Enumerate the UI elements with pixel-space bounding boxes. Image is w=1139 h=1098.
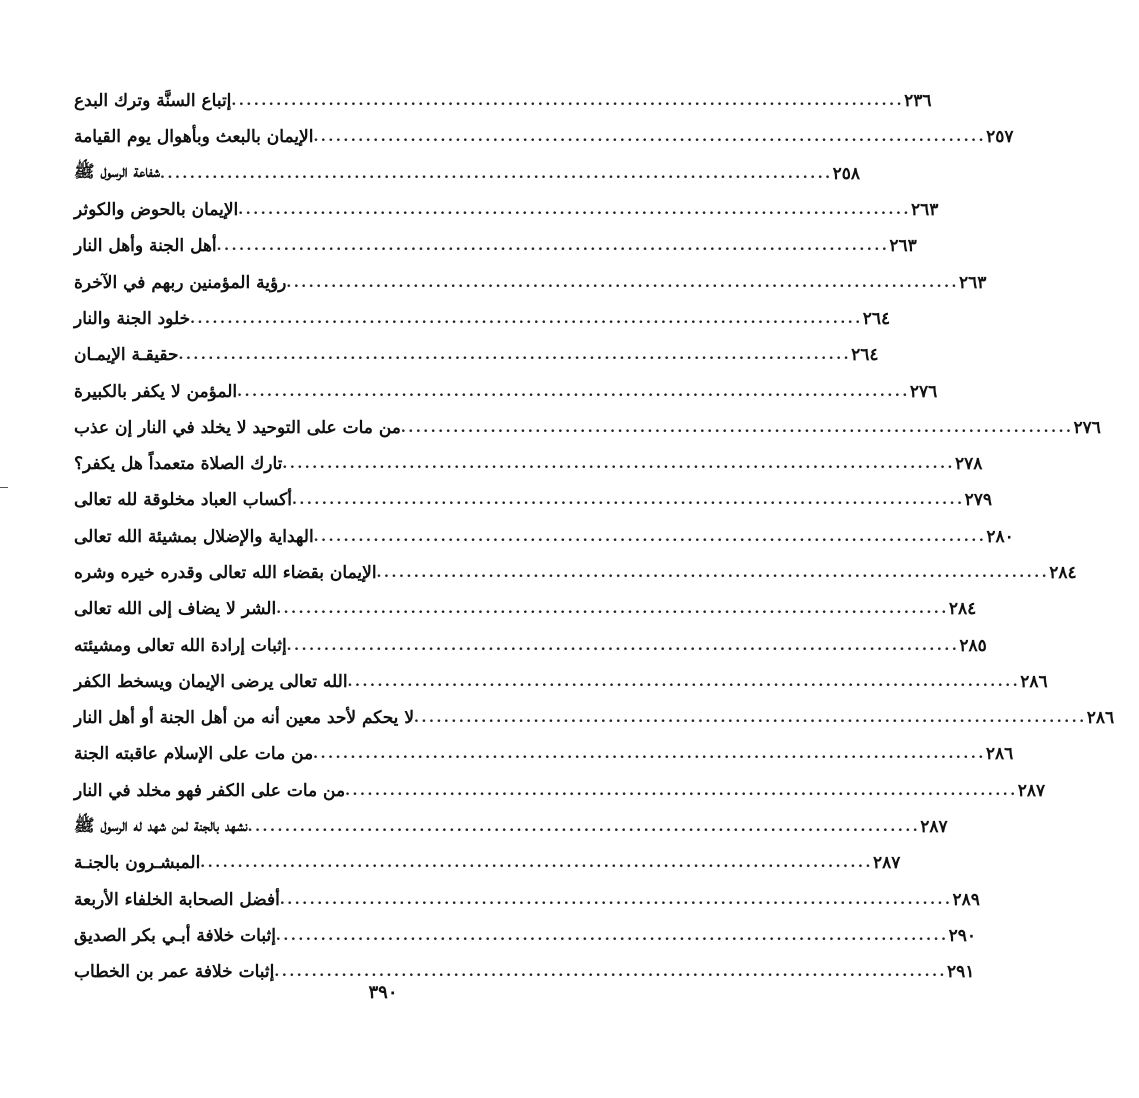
toc-dot-leader: .......................................................................................... <box>345 782 1018 799</box>
toc-entry-page-number: ٢٥٧ <box>986 127 1014 148</box>
toc-entry <box>66 264 987 300</box>
toc-entry-page-number: ٢٦٣ <box>959 272 987 293</box>
toc-entry-title: تارك الصلاة متعمداً هل يكفر؟ <box>74 454 283 475</box>
toc-entry <box>66 700 1115 736</box>
toc-entry <box>66 228 917 264</box>
toc-entry-page-number: ٢٩٠ <box>948 925 976 946</box>
toc-entry-page-number: ٢٨٠ <box>986 526 1014 547</box>
toc-entry <box>66 918 976 954</box>
toc-entry-page-number: ٢٨٦ <box>985 744 1014 765</box>
toc-entry <box>66 773 1046 809</box>
toc-entry <box>66 809 948 845</box>
toc-entry-title: المبشـرون بالجنـة <box>74 853 201 874</box>
toc-entry-title: خلود الجنة والنار <box>74 308 191 329</box>
toc-entry-page-number: ٢٧٩ <box>964 490 993 511</box>
toc-entry <box>66 156 861 192</box>
margin-tick <box>0 487 8 488</box>
toc-entry-title: أفضل الصحابة الخلفاء الأربعة <box>74 889 280 910</box>
toc-dot-leader: .......................................................................................... <box>276 601 949 618</box>
toc-dot-leader: .......................................................................................... <box>178 347 852 364</box>
toc-entry-page-number: ٢٦٣ <box>889 236 917 257</box>
toc-dot-leader: .......................................................................................... <box>279 891 953 908</box>
toc-dot-leader: .......................................................................................... <box>286 637 960 654</box>
toc-dot-leader: .......................................................................................... <box>291 492 965 509</box>
toc-entry-page-number: ٢٥٨ <box>832 163 861 184</box>
toc-entry <box>66 664 1048 700</box>
toc-entry-page-number: ٢٨٧ <box>872 853 901 874</box>
toc-entry-title: من مات على الإسلام عاقبته الجنة <box>74 744 314 765</box>
toc-entry-title: من مات على التوحيد لا يخلد في النار إن عذب <box>74 417 401 438</box>
toc-entry-title: الشر لا يضاف إلى الله تعالى <box>74 599 277 620</box>
toc-dot-leader: .......................................................................................... <box>231 93 905 110</box>
toc-entry <box>66 555 1077 591</box>
toc-dot-leader: .......................................................................................... <box>247 819 921 836</box>
toc-entry <box>66 410 1101 446</box>
toc-entry-title: إثبات إرادة الله تعالى ومشيئته <box>74 635 287 656</box>
toc-dot-leader: .......................................................................................... <box>313 129 987 146</box>
toc-entry <box>66 519 1014 555</box>
toc-entry-page-number: ٢٨٩ <box>952 889 980 910</box>
toc-entry-page-number: ٢٨٥ <box>959 635 987 656</box>
toc-entry-title: إتباع السنَّة وترك البدع <box>74 91 232 112</box>
toc-entry <box>66 83 932 119</box>
toc-entry-page-number: ٢٩١ <box>947 962 975 983</box>
toc-entry-title: شفاعة الرسول ﷺ <box>74 162 160 183</box>
table-of-contents <box>66 83 1115 990</box>
toc-entry <box>66 301 891 337</box>
toc-entry <box>66 627 987 663</box>
toc-dot-leader: .......................................................................................... <box>238 202 911 219</box>
toc-entry-title: الله تعالى يرضى الإيمان ويسخط الكفر <box>74 671 348 692</box>
toc-entry-page-number: ٢٨٤ <box>1049 563 1077 583</box>
toc-entry-page-number: ٢٨٤ <box>948 599 977 620</box>
toc-entry-title: الإيمان بقضاء الله تعالى وقدره خيره وشره <box>74 563 377 583</box>
toc-entry-page-number: ٢٣٦ <box>904 91 932 112</box>
toc-entry <box>66 446 983 482</box>
toc-dot-leader: .......................................................................................... <box>376 565 1050 581</box>
toc-entry-title: من مات على الكفر فهو مخلد في النار <box>74 780 346 801</box>
toc-entry-title: المؤمن لا يكفر بالكبيرة <box>74 381 238 402</box>
toc-entry-title: لا يحكم لأحد معين أنه من أهل الجنة أو أهل النار <box>74 708 415 729</box>
toc-entry-title: أكساب العباد مخلوقة لله تعالى <box>74 490 292 511</box>
toc-entry <box>66 882 980 918</box>
toc-dot-leader: .......................................................................................... <box>200 855 873 872</box>
toc-entry <box>66 845 901 881</box>
toc-entry-title: الهداية والإضلال بمشيئة الله تعالى <box>74 526 314 547</box>
toc-dot-leader: .......................................................................................... <box>160 165 833 182</box>
toc-dot-leader: .......................................................................................... <box>237 383 910 400</box>
toc-entry-title: إثبات خلافة أبـي بكر الصديق <box>74 925 276 946</box>
toc-dot-leader: .......................................................................................... <box>190 310 863 327</box>
toc-dot-leader: .......................................................................................... <box>274 964 948 981</box>
toc-entry-page-number: ٢٨٦ <box>1020 671 1048 692</box>
toc-entry <box>66 373 938 409</box>
toc-dot-leader: .......................................................................................... <box>400 419 1074 436</box>
toc-entry-title: أهل الجنة وأهل النار <box>74 236 217 257</box>
toc-dot-leader: .......................................................................................... <box>286 274 960 291</box>
toc-dot-leader: .......................................................................................... <box>216 238 890 255</box>
toc-entry-title: حقيقـة الإيمـان <box>74 345 179 366</box>
toc-dot-leader: .......................................................................................... <box>313 528 987 545</box>
toc-entry-title: إثبات خلافة عمر بن الخطاب <box>74 962 275 983</box>
toc-entry-page-number: ٢٦٣ <box>910 200 939 221</box>
toc-entry <box>66 119 1014 155</box>
toc-entry-page-number: ٢٨٦ <box>1086 708 1115 729</box>
toc-entry-page-number: ٢٨٧ <box>920 817 948 838</box>
toc-entry <box>66 337 879 373</box>
toc-dot-leader: .......................................................................................... <box>313 746 986 763</box>
toc-entry-page-number: ٢٧٦ <box>909 381 938 402</box>
toc-entry <box>66 736 1014 772</box>
toc-entry <box>66 192 939 228</box>
toc-entry-page-number: ٢٧٦ <box>1073 417 1101 438</box>
toc-dot-leader: .......................................................................................... <box>414 710 1087 727</box>
toc-entry-page-number: ٢٦٤ <box>851 345 879 366</box>
toc-dot-leader: .......................................................................................... <box>282 456 956 473</box>
toc-entry-page-number: ٢٧٨ <box>955 454 983 475</box>
toc-dot-leader: .......................................................................................... <box>347 673 1021 690</box>
toc-entry-title: نشهد بالجنة لمن شهد له الرسول ﷺ <box>74 815 248 836</box>
toc-entry <box>66 591 977 627</box>
toc-entry-title: رؤية المؤمنين ربهم في الآخرة <box>74 272 287 293</box>
page-number: ٣٩٠ <box>368 982 398 1003</box>
toc-entry-page-number: ٢٨٧ <box>1017 780 1046 801</box>
toc-entry <box>66 482 993 518</box>
toc-entry-title: الإيمان بالحوض والكوثر <box>74 200 239 221</box>
toc-entry-page-number: ٢٦٤ <box>862 308 891 329</box>
toc-entry-title: الإيمان بالبعث وبأهوال يوم القيامة <box>74 127 314 148</box>
toc-dot-leader: .......................................................................................... <box>275 927 949 944</box>
